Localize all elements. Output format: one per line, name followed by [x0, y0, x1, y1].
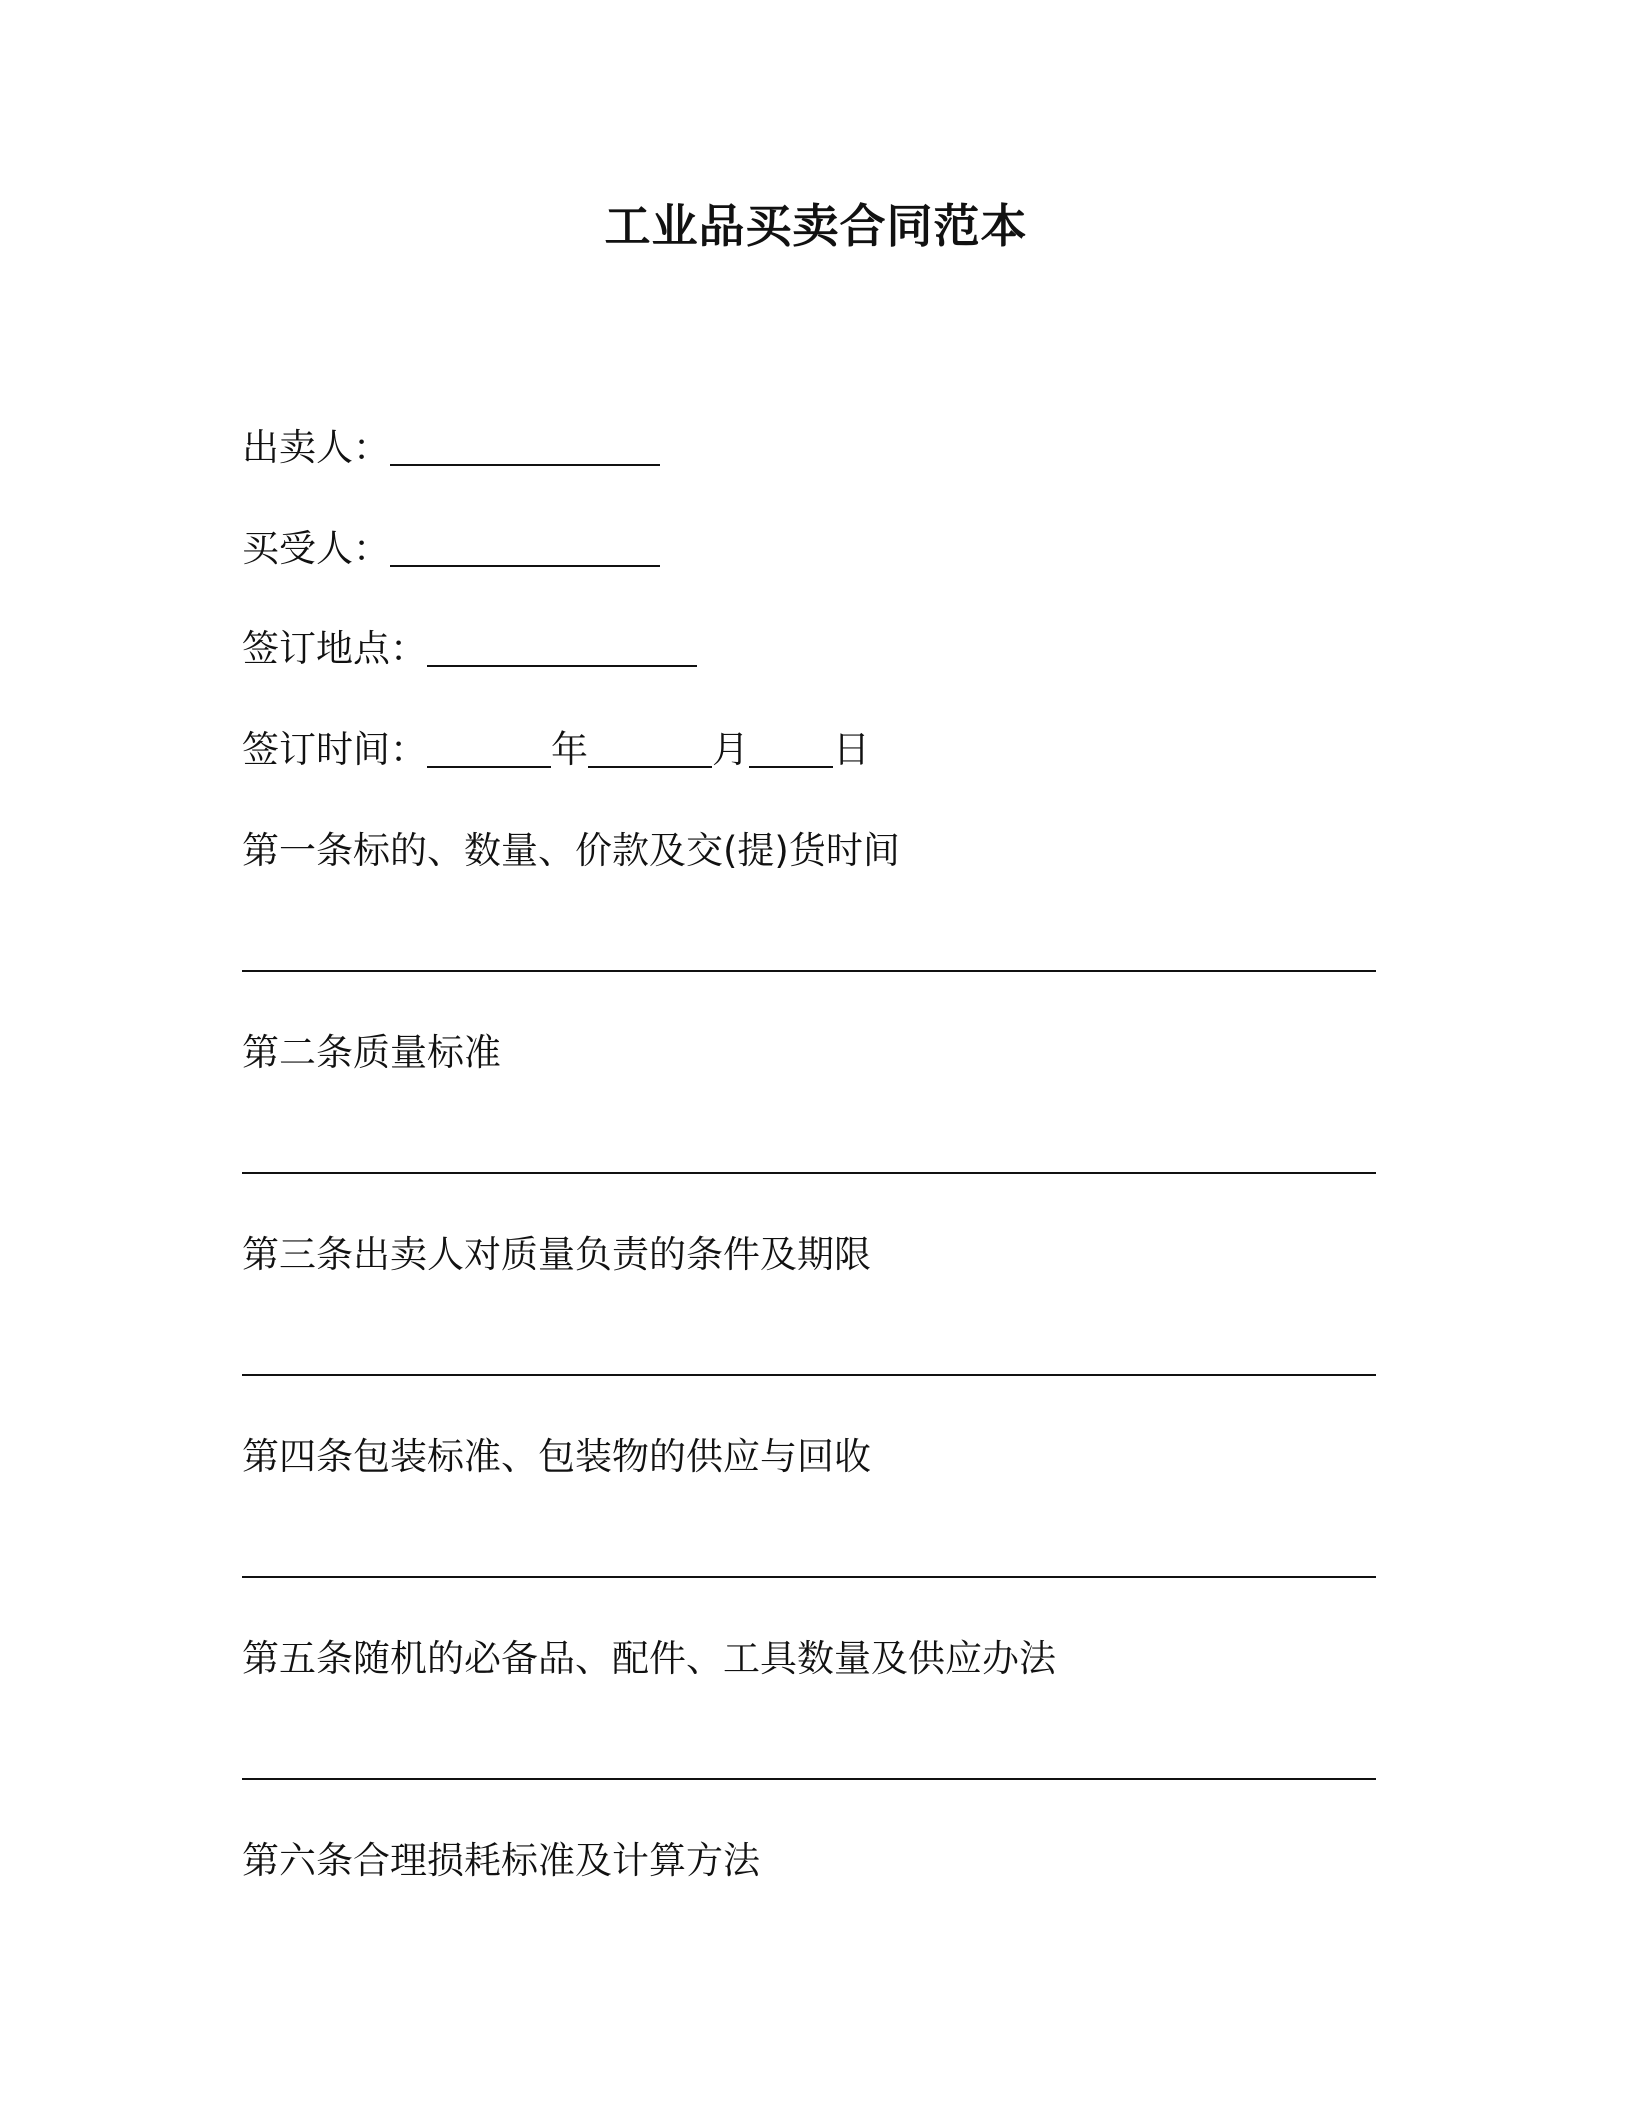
clause-3-fill-line[interactable]	[242, 1374, 1376, 1376]
time-field	[242, 727, 870, 773]
document-title: 工业品买卖合同范本	[604, 199, 1028, 253]
month-blank[interactable]	[588, 730, 712, 768]
clause-5-heading: 第五条随机的必备品、配件、工具数量及供应办法	[242, 1637, 1056, 1680]
time-label: 签订时间：	[242, 728, 427, 771]
place-field	[242, 626, 697, 672]
day-blank[interactable]	[749, 730, 833, 768]
clause-6-heading: 第六条合理损耗标准及计算方法	[242, 1839, 760, 1882]
seller-blank[interactable]	[390, 428, 660, 466]
place-label: 签订地点：	[242, 627, 427, 670]
clause-4-heading: 第四条包装标准、包装物的供应与回收	[242, 1435, 871, 1478]
month-label: 月	[712, 728, 749, 771]
clause-5-fill-line[interactable]	[242, 1778, 1376, 1780]
clause-4-fill-line[interactable]	[242, 1576, 1376, 1578]
buyer-label: 买受人：	[242, 527, 390, 570]
clause-2-fill-line[interactable]	[242, 1172, 1376, 1174]
year-blank[interactable]	[427, 730, 551, 768]
place-blank[interactable]	[427, 629, 697, 667]
year-label: 年	[551, 728, 588, 771]
clause-1-fill-line[interactable]	[242, 970, 1376, 972]
day-label: 日	[833, 728, 870, 771]
clause-2-heading: 第二条质量标准	[242, 1031, 501, 1074]
seller-field	[242, 425, 660, 471]
buyer-blank[interactable]	[390, 529, 660, 567]
buyer-field	[242, 526, 660, 572]
clause-3-heading: 第三条出卖人对质量负责的条件及期限	[242, 1233, 871, 1276]
seller-label: 出卖人：	[242, 426, 390, 469]
clause-1-heading: 第一条标的、数量、价款及交(提)货时间	[242, 829, 900, 872]
